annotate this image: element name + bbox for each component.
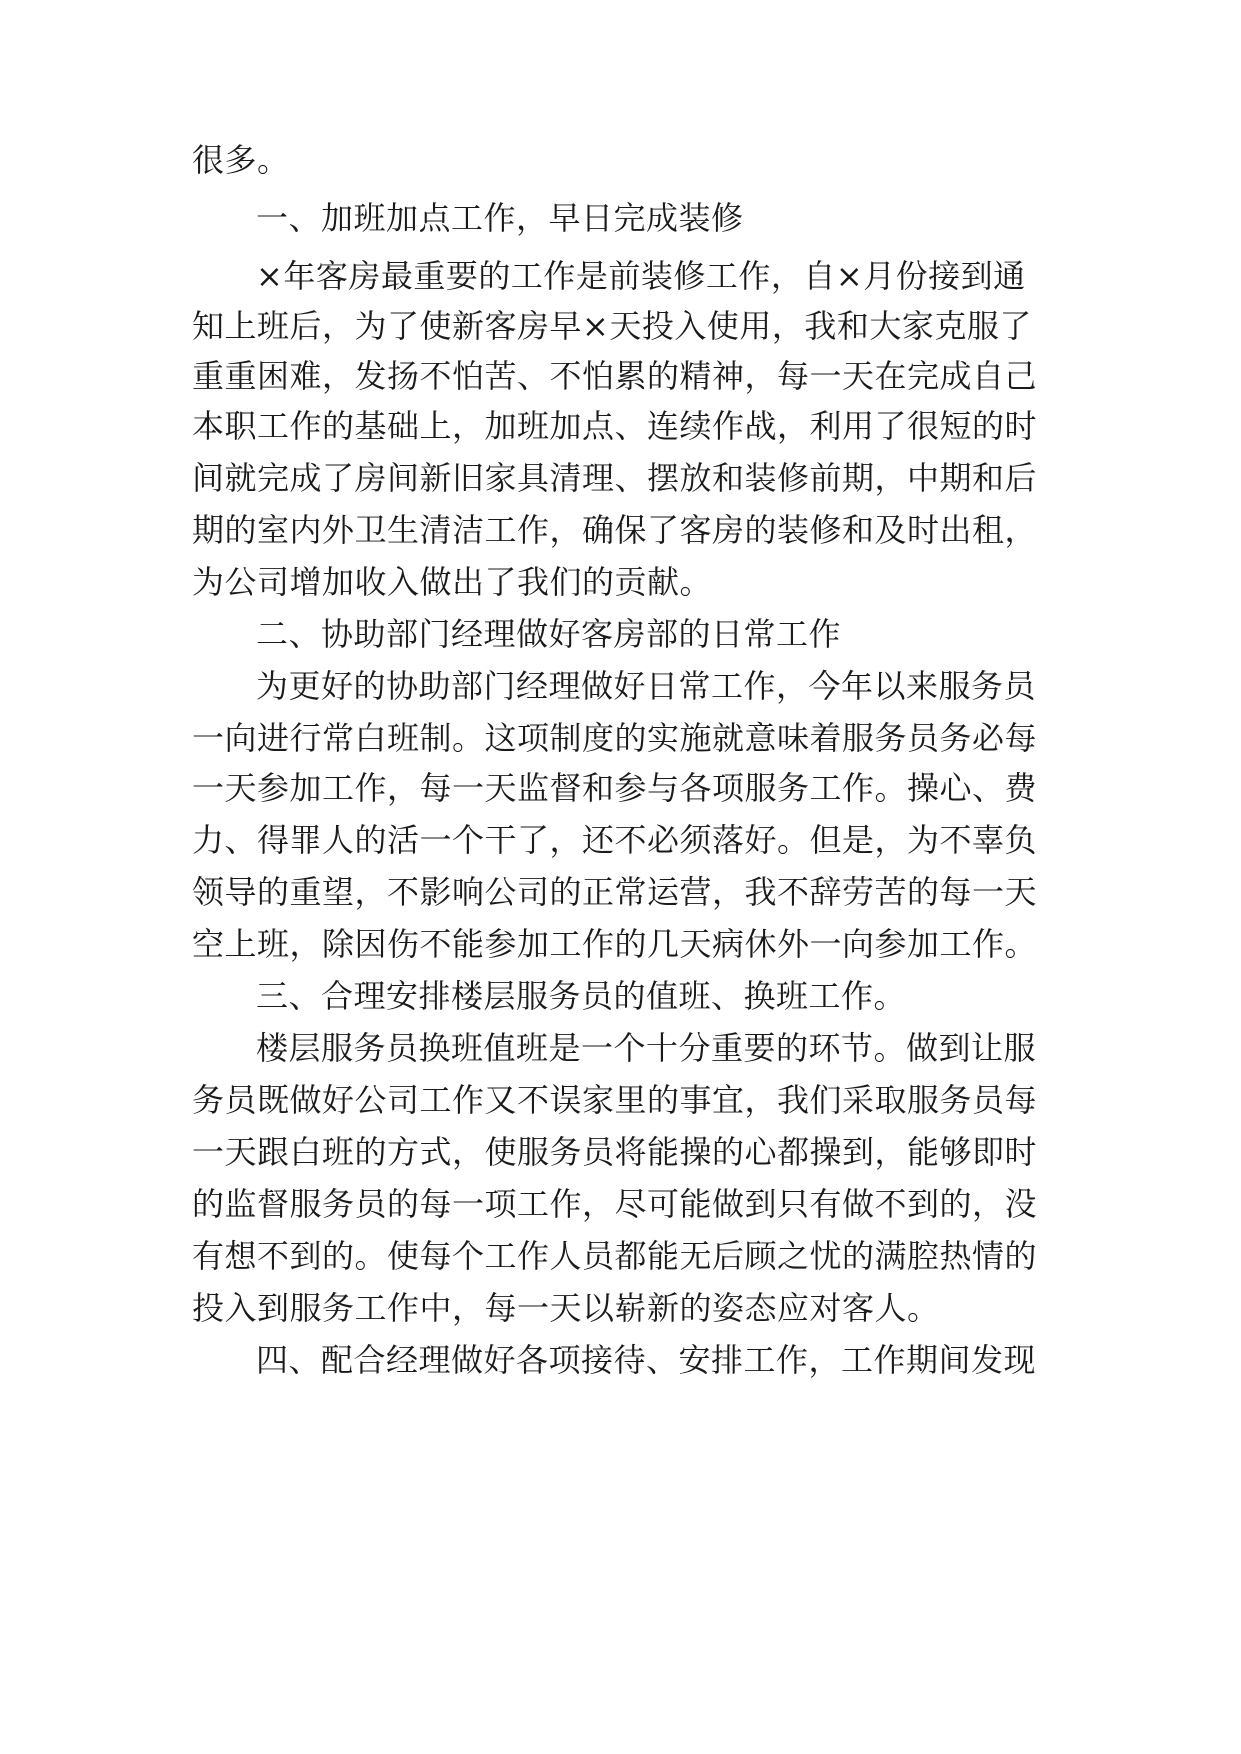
text-line-23: 投入到服务工作中，每一天以崭新的姿态应对客人。 <box>192 1289 940 1327</box>
text-line-11: 为更好的协助部门经理做好日常工作，今年以来服务员 <box>256 667 1037 705</box>
section-heading-3: 三、合理安排楼层服务员的值班、换班工作。 <box>256 977 907 1015</box>
text-line-18: 楼层服务员换班值班是一个十分重要的环节。做到让服 <box>256 1029 1037 1067</box>
text-line-15: 领导的重望，不影响公司的正常运营，我不辞劳苦的每一天 <box>192 873 1038 911</box>
text-line-5: 重重困难，发扬不怕苦、不怕累的精神，每一天在完成自己 <box>192 357 1038 395</box>
text-line-9: 为公司增加收入做出了我们的贡献。 <box>192 563 713 601</box>
text-line-22: 有想不到的。使每个工作人员都能无后顾之忧的满腔热情的 <box>192 1237 1038 1275</box>
text-line-12: 一向进行常白班制。这项制度的实施就意味着服务员务必每 <box>192 719 1038 757</box>
text-line-16: 空上班，除因伤不能参加工作的几天病休外一向参加工作。 <box>192 925 1038 963</box>
text-line-7: 间就完成了房间新旧家具清理、摆放和装修前期，中期和后 <box>192 459 1038 497</box>
section-heading-4: 四、配合经理做好各项接待、安排工作，工作期间发现 <box>256 1341 1037 1379</box>
text-line-8: 期的室内外卫生清洁工作，确保了客房的装修和及时出租， <box>192 511 1038 549</box>
text-line-21: 的监督服务员的每一项工作，尽可能做到只有做不到的，没 <box>192 1185 1038 1223</box>
text-line-6: 本职工作的基础上，加班加点、连续作战，利用了很短的时 <box>192 407 1038 445</box>
text-line-4: 知上班后，为了使新客房早×天投入使用，我和大家克服了 <box>192 307 1032 345</box>
section-heading-1: 一、加班加点工作，早日完成装修 <box>256 199 744 237</box>
text-line-1: 很多。 <box>192 141 290 179</box>
text-line-14: 力、得罪人的活一个干了，还不必须落好。但是，为不辜负 <box>192 821 1038 859</box>
text-line-3: ×年客房最重要的工作是前装修工作，自×月份接到通 <box>256 257 1026 295</box>
text-line-20: 一天跟白班的方式，使服务员将能操的心都操到，能够即时 <box>192 1133 1038 1171</box>
text-line-13: 一天参加工作，每一天监督和参与各项服务工作。操心、费 <box>192 769 1038 807</box>
section-heading-2: 二、协助部门经理做好客房部的日常工作 <box>256 615 842 653</box>
text-line-19: 务员既做好公司工作又不误家里的事宜，我们采取服务员每 <box>192 1081 1038 1119</box>
